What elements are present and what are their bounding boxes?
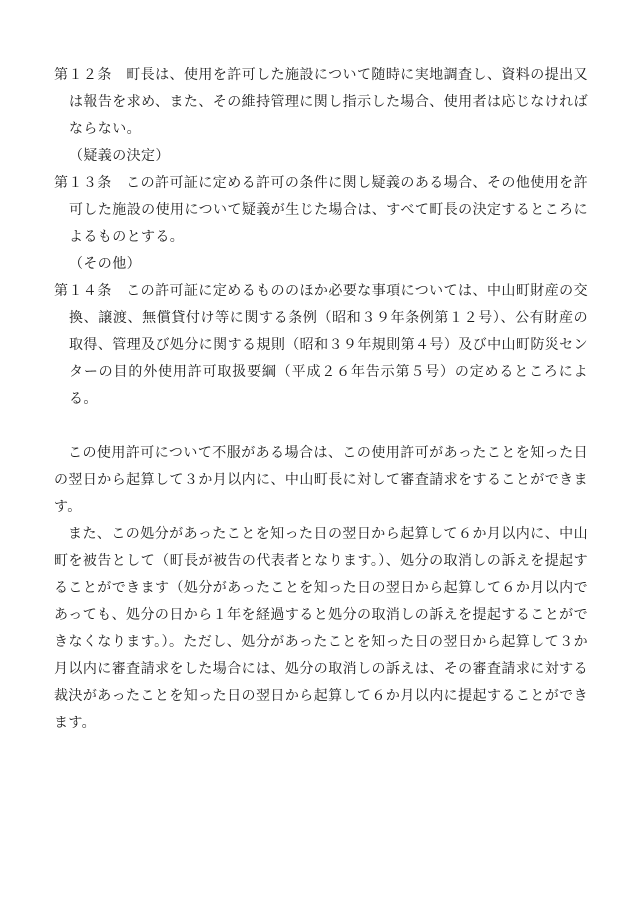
article-14-caption: （その他）	[69, 256, 141, 272]
article-13: 第１３条 この許可証に定める許可の条件に関し疑義のある場合、その他使用を許可した施設の使用について疑義が生じた場合は、すべて町長の決定するところによるものとする。	[54, 175, 588, 245]
document-body	[54, 62, 588, 737]
article-12: 第１２条 町長は、使用を許可した施設について随時に実地調査し、資料の提出又は報告を求め、また、その維持管理に関し指示した場合、使用者は応じなければならない。	[54, 67, 588, 137]
section-spacer	[54, 413, 588, 440]
article-13-caption: （疑義の決定）	[69, 148, 170, 164]
appeal-notice-paragraph: この使用許可について不服がある場合は、この使用許可があったことを知った日の翌日から起算して３か月以内に、中山町長に対して審査請求をすることができます。	[54, 445, 588, 515]
article-14: 第１４条 この許可証に定めるもののほか必要な事項については、中山町財産の交換、譲渡、無償貸付け等に関する条例（昭和３９年条例第１２号）、公有財産の取得、管理及び処分に関する規則（昭和３９年規則第４号）及び中山町防災センターの目的外使用許可取扱要綱（平成２６年告示第５号）の定めるところによる。	[54, 283, 588, 407]
lawsuit-notice-paragraph: また、この処分があったことを知った日の翌日から起算して６か月以内に、中山町を被告として（町長が被告の代表者となります。）、処分の取消しの訴えを提起することができます（処分があったことを知った日の翌日から起算して６か月以内であっても、処分の日から１年を経過すると処分の取消しの訴えを提起することができなくなります。）。ただし、処分があったことを知った日の翌日から起算して３か月以内に審査請求をした場合には、処分の取消しの訴えは、その審査請求に対する裁決があったことを知った日の翌日から起算して６か月以内に提起することができます。	[54, 526, 588, 731]
